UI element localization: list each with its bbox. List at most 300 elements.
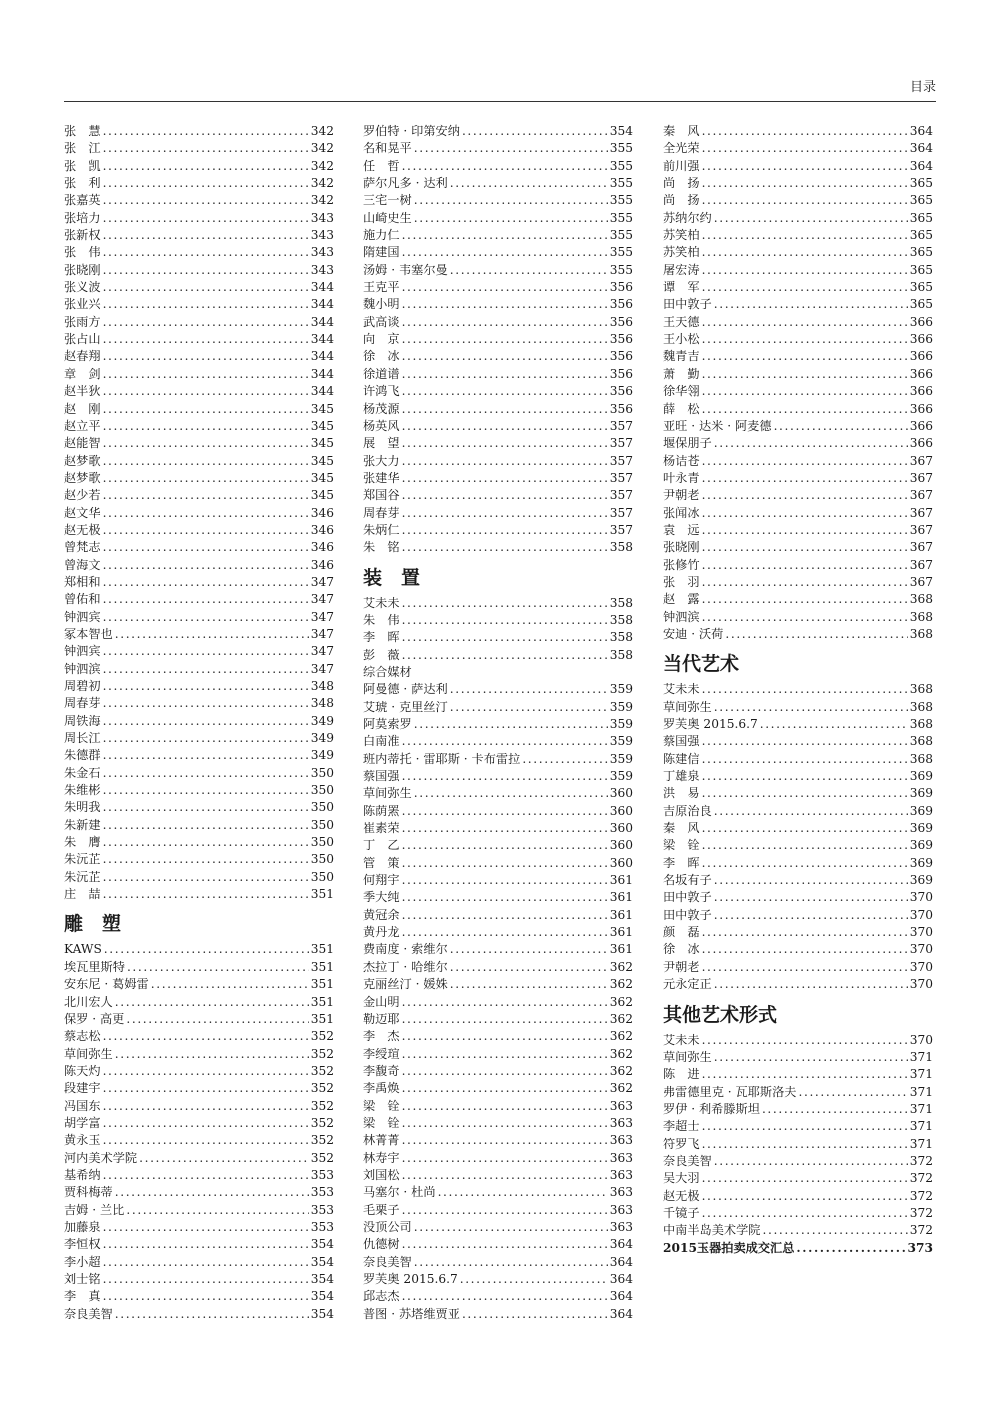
index-entry bbox=[663, 314, 933, 331]
entry-page-number: 364 bbox=[909, 124, 933, 138]
entry-page-number: 355 bbox=[609, 245, 633, 260]
dot-leader bbox=[702, 348, 908, 365]
dot-leader bbox=[714, 1049, 908, 1066]
entry-name: 张占山 bbox=[64, 332, 101, 347]
index-entry bbox=[64, 1063, 334, 1080]
index-entry bbox=[663, 941, 933, 958]
entry-name: 阿曼德 · 萨达利 bbox=[363, 682, 448, 697]
index-entry bbox=[663, 1032, 933, 1049]
entry-name: 张业兴 bbox=[64, 297, 101, 312]
dot-leader bbox=[714, 1153, 908, 1170]
index-entry bbox=[64, 366, 334, 383]
entry-page-number: 370 bbox=[909, 890, 933, 905]
entry-page-number: 357 bbox=[609, 418, 633, 433]
dot-leader bbox=[702, 158, 908, 175]
dot-leader bbox=[103, 765, 309, 782]
entry-page-number: 366 bbox=[909, 349, 933, 364]
entry-name: 秦 风 bbox=[663, 124, 700, 138]
index-entry bbox=[363, 192, 633, 209]
dot-leader bbox=[402, 383, 608, 400]
entry-name: 张 伟 bbox=[64, 245, 101, 260]
index-entry bbox=[363, 924, 633, 941]
entry-name: 张 凯 bbox=[64, 158, 101, 173]
entry-name: 马塞尔 · 杜尚 bbox=[363, 1185, 436, 1200]
entry-name: 张闻冰 bbox=[663, 505, 700, 520]
entry-name: 堰保朋子 bbox=[663, 436, 712, 451]
index-entry bbox=[363, 751, 633, 768]
dot-leader bbox=[702, 1118, 908, 1135]
dot-leader bbox=[103, 1098, 309, 1115]
entry-page-number: 363 bbox=[609, 1219, 633, 1234]
index-entry bbox=[363, 1028, 633, 1045]
index-entry bbox=[663, 1136, 933, 1153]
index-entry bbox=[363, 1254, 633, 1271]
dot-leader bbox=[103, 158, 309, 175]
entry-name: 杨诘苍 bbox=[663, 453, 700, 468]
entry-page-number: 360 bbox=[609, 786, 633, 801]
entry-page-number: 368 bbox=[909, 682, 933, 697]
entry-page-number: 351 bbox=[310, 887, 334, 902]
dot-leader bbox=[414, 210, 608, 227]
dot-leader bbox=[702, 820, 908, 837]
dot-leader bbox=[702, 123, 908, 140]
index-entry bbox=[363, 855, 633, 872]
dot-leader bbox=[702, 453, 908, 470]
entry-name: 郑相和 bbox=[64, 574, 101, 589]
entry-page-number: 370 bbox=[909, 907, 933, 922]
dot-leader bbox=[402, 1132, 608, 1149]
entry-page-number: 364 bbox=[909, 141, 933, 156]
dot-leader bbox=[702, 681, 908, 698]
entry-page-number: 351 bbox=[310, 959, 334, 974]
index-entry bbox=[663, 522, 933, 539]
index-entry bbox=[363, 140, 633, 157]
dot-leader bbox=[402, 158, 608, 175]
entry-name: 蔡志松 bbox=[64, 1029, 101, 1044]
index-entry bbox=[663, 803, 933, 820]
entry-page-number: 367 bbox=[909, 574, 933, 589]
dot-leader bbox=[714, 907, 908, 924]
entry-name: 赵立平 bbox=[64, 418, 101, 433]
dot-leader bbox=[702, 837, 908, 854]
dot-leader bbox=[450, 262, 608, 279]
entry-page-number: 344 bbox=[310, 366, 334, 381]
index-entry bbox=[64, 1219, 334, 1236]
dot-leader bbox=[103, 123, 309, 140]
index-entry bbox=[663, 768, 933, 785]
dot-leader bbox=[702, 539, 908, 556]
index-entry bbox=[64, 522, 334, 539]
entry-name: 徐华翎 bbox=[663, 384, 700, 399]
index-entry bbox=[363, 1167, 633, 1184]
dot-leader bbox=[103, 574, 309, 591]
entry-name: 千镜子 bbox=[663, 1205, 700, 1220]
entry-page-number: 355 bbox=[609, 210, 633, 225]
entry-name: 汤姆 · 韦塞尔曼 bbox=[363, 262, 448, 277]
index-entry bbox=[363, 1150, 633, 1167]
entry-page-number: 358 bbox=[609, 647, 633, 662]
dot-leader bbox=[103, 366, 309, 383]
entry-page-number: 350 bbox=[310, 835, 334, 850]
entry-name: 尚 扬 bbox=[663, 176, 700, 191]
index-entry bbox=[64, 834, 334, 851]
entry-page-number: 342 bbox=[310, 193, 334, 208]
entry-page-number: 362 bbox=[609, 959, 633, 974]
entry-name: 艾未未 bbox=[663, 682, 700, 697]
entry-page-number: 343 bbox=[310, 262, 334, 277]
entry-name: 艾琥 · 克里丝汀 bbox=[363, 699, 448, 714]
index-entry bbox=[663, 348, 933, 365]
entry-name: 萧 勤 bbox=[663, 366, 700, 381]
entry-name: 王天德 bbox=[663, 314, 700, 329]
entry-page-number: 365 bbox=[909, 228, 933, 243]
index-entry bbox=[363, 907, 633, 924]
dot-leader bbox=[402, 505, 608, 522]
dot-leader bbox=[103, 192, 309, 209]
index-entry bbox=[64, 609, 334, 626]
index-entry bbox=[663, 924, 933, 941]
index-entry bbox=[64, 765, 334, 782]
dot-leader bbox=[103, 1167, 309, 1184]
entry-name: 叶永青 bbox=[663, 470, 700, 485]
index-entry bbox=[64, 1011, 334, 1028]
index-entry bbox=[363, 681, 633, 698]
entry-page-number: 372 bbox=[909, 1205, 933, 1220]
entry-name: 张 慧 bbox=[64, 124, 101, 138]
dot-leader bbox=[103, 262, 309, 279]
dot-leader bbox=[103, 1115, 309, 1132]
entry-name: 刘国松 bbox=[363, 1167, 400, 1182]
entry-name: 山崎史生 bbox=[363, 210, 412, 225]
index-entry bbox=[363, 383, 633, 400]
entry-name: 彭 薇 bbox=[363, 647, 400, 662]
entry-page-number: 353 bbox=[310, 1167, 334, 1182]
entry-name: 朱金石 bbox=[64, 765, 101, 780]
entry-name: 张 江 bbox=[64, 141, 101, 156]
index-entry bbox=[363, 785, 633, 802]
entry-name: 张建华 bbox=[363, 470, 400, 485]
entry-name: 奈良美智 bbox=[363, 1254, 412, 1269]
dot-leader bbox=[402, 855, 608, 872]
dot-leader bbox=[103, 279, 309, 296]
dot-leader bbox=[402, 629, 608, 646]
entry-name: 赵文华 bbox=[64, 505, 101, 520]
index-entry bbox=[64, 175, 334, 192]
dot-leader bbox=[450, 941, 608, 958]
entry-page-number: 362 bbox=[609, 977, 633, 992]
entry-name: 草间弥生 bbox=[64, 1046, 113, 1061]
dot-leader bbox=[450, 959, 608, 976]
entry-page-number: 355 bbox=[609, 262, 633, 277]
entry-name: 赵少若 bbox=[64, 488, 101, 503]
index-entry bbox=[64, 1150, 334, 1167]
index-entry bbox=[663, 175, 933, 192]
dot-leader bbox=[702, 175, 908, 192]
entry-name: 赵梦歌 bbox=[64, 470, 101, 485]
dot-leader bbox=[402, 907, 608, 924]
entry-page-number: 358 bbox=[609, 630, 633, 645]
index-entry bbox=[64, 418, 334, 435]
index-entry bbox=[64, 1306, 334, 1323]
entry-name: 章 剑 bbox=[64, 366, 101, 381]
entry-page-number: 366 bbox=[909, 436, 933, 451]
entry-name: 尹朝老 bbox=[663, 959, 700, 974]
entry-name: 黄丹龙 bbox=[363, 925, 400, 940]
entry-name: KAWS bbox=[64, 942, 102, 957]
entry-page-number: 368 bbox=[909, 626, 933, 641]
dot-leader bbox=[760, 716, 908, 733]
entry-name: 许鸿飞 bbox=[363, 384, 400, 399]
index-entry bbox=[363, 872, 633, 889]
dot-leader bbox=[103, 678, 309, 695]
entry-page-number: 357 bbox=[609, 505, 633, 520]
entry-name: 普图 · 苏塔维贾亚 bbox=[363, 1306, 460, 1321]
index-entry bbox=[64, 210, 334, 227]
entry-page-number: 349 bbox=[310, 713, 334, 728]
entry-name: 赵无极 bbox=[64, 522, 101, 537]
entry-name: 加藤泉 bbox=[64, 1219, 101, 1234]
entry-name: 草间弥生 bbox=[663, 699, 712, 714]
index-entry bbox=[64, 643, 334, 660]
entry-page-number: 361 bbox=[609, 890, 633, 905]
index-entry bbox=[663, 244, 933, 261]
index-entry bbox=[663, 470, 933, 487]
index-entry bbox=[64, 1098, 334, 1115]
entry-name: 冯国东 bbox=[64, 1098, 101, 1113]
index-entry bbox=[663, 1240, 933, 1257]
dot-leader bbox=[115, 1046, 309, 1063]
entry-name: 周春芽 bbox=[64, 696, 101, 711]
dot-leader bbox=[103, 1288, 309, 1305]
dot-leader bbox=[402, 418, 608, 435]
index-entry bbox=[64, 994, 334, 1011]
entry-page-number: 362 bbox=[609, 1029, 633, 1044]
index-entry bbox=[64, 851, 334, 868]
dot-leader bbox=[103, 331, 309, 348]
entry-page-number: 345 bbox=[310, 470, 334, 485]
index-entry bbox=[64, 314, 334, 331]
index-entry bbox=[663, 591, 933, 608]
index-entry bbox=[64, 557, 334, 574]
entry-page-number: 370 bbox=[909, 942, 933, 957]
dot-leader bbox=[438, 1184, 608, 1201]
entry-page-number: 358 bbox=[609, 612, 633, 627]
entry-name: 袁 远 bbox=[663, 522, 700, 537]
entry-page-number: 372 bbox=[909, 1188, 933, 1203]
entry-name: 朱 膺 bbox=[64, 835, 101, 850]
entry-page-number: 372 bbox=[909, 1223, 933, 1238]
entry-name: 苏笑柏 bbox=[663, 245, 700, 260]
index-entry bbox=[363, 296, 633, 313]
entry-page-number: 364 bbox=[609, 1272, 633, 1286]
entry-page-number: 369 bbox=[909, 873, 933, 888]
index-entry bbox=[64, 574, 334, 591]
index-entry bbox=[363, 279, 633, 296]
index-entry bbox=[663, 1205, 933, 1222]
entry-page-number: 357 bbox=[609, 488, 633, 503]
entry-name: 田中敦子 bbox=[663, 907, 712, 922]
index-entry bbox=[363, 1219, 633, 1236]
entry-page-number: 367 bbox=[909, 557, 933, 572]
entry-page-number: 365 bbox=[909, 262, 933, 277]
dot-leader bbox=[103, 314, 309, 331]
dot-leader bbox=[103, 817, 309, 834]
entry-name: 任 哲 bbox=[363, 158, 400, 173]
entry-name: 罗芙奥 2015.6.7 bbox=[363, 1272, 458, 1286]
dot-leader bbox=[103, 435, 309, 452]
entry-page-number: 362 bbox=[609, 994, 633, 1009]
dot-leader bbox=[402, 227, 608, 244]
entry-name: 李禹焕 bbox=[363, 1081, 400, 1096]
dot-leader bbox=[402, 872, 608, 889]
entry-name: 朱炳仁 bbox=[363, 522, 400, 537]
dot-leader bbox=[402, 647, 608, 664]
index-entry bbox=[64, 296, 334, 313]
entry-name: 中南半岛美术学院 bbox=[663, 1223, 761, 1238]
entry-page-number: 355 bbox=[609, 193, 633, 208]
entry-page-number: 360 bbox=[609, 803, 633, 818]
entry-page-number: 356 bbox=[609, 280, 633, 295]
dot-leader bbox=[103, 1028, 309, 1045]
index-entry bbox=[663, 855, 933, 872]
entry-page-number: 370 bbox=[909, 959, 933, 974]
entry-name: 谭 军 bbox=[663, 280, 700, 295]
dot-leader bbox=[103, 799, 309, 816]
entry-name: 陈 进 bbox=[663, 1067, 700, 1082]
index-entry bbox=[64, 713, 334, 730]
entry-name: 张义波 bbox=[64, 280, 101, 295]
entry-page-number: 372 bbox=[909, 1171, 933, 1186]
dot-leader bbox=[103, 886, 309, 903]
entry-page-number: 367 bbox=[909, 505, 933, 520]
index-entry bbox=[663, 1222, 933, 1239]
index-entry bbox=[64, 539, 334, 556]
dot-leader bbox=[714, 210, 908, 227]
dot-leader bbox=[103, 695, 309, 712]
dot-leader bbox=[103, 1254, 309, 1271]
index-entry bbox=[64, 158, 334, 175]
entry-name: 名坂有子 bbox=[663, 873, 712, 888]
entry-name: 吉姆 · 兰比 bbox=[64, 1202, 125, 1217]
dot-leader bbox=[402, 401, 608, 418]
index-entry bbox=[363, 889, 633, 906]
entry-page-number: 362 bbox=[609, 1046, 633, 1061]
entry-page-number: 345 bbox=[310, 453, 334, 468]
dot-leader bbox=[702, 505, 908, 522]
entry-name: 钟泗滨 bbox=[663, 609, 700, 624]
dot-leader bbox=[103, 401, 309, 418]
entry-page-number: 345 bbox=[310, 418, 334, 433]
index-entry bbox=[663, 681, 933, 698]
dot-leader bbox=[402, 768, 608, 785]
dot-leader bbox=[402, 889, 608, 906]
dot-leader bbox=[402, 470, 608, 487]
entry-page-number: 351 bbox=[310, 942, 334, 957]
entry-name: 赵 露 bbox=[663, 592, 700, 607]
entry-page-number: 346 bbox=[310, 540, 334, 555]
entry-page-number: 364 bbox=[609, 1289, 633, 1304]
dot-leader bbox=[702, 855, 908, 872]
entry-name: 钟泗宾 bbox=[64, 644, 101, 659]
dot-leader bbox=[402, 733, 608, 750]
entry-name: 李超士 bbox=[663, 1119, 700, 1134]
entry-page-number: 372 bbox=[909, 1153, 933, 1168]
entry-name: 蔡国强 bbox=[663, 734, 700, 749]
index-entry bbox=[663, 907, 933, 924]
entry-page-number: 347 bbox=[310, 661, 334, 676]
dot-leader bbox=[402, 595, 608, 612]
index-entry bbox=[363, 453, 633, 470]
dot-leader bbox=[103, 1132, 309, 1149]
entry-page-number: 367 bbox=[909, 470, 933, 485]
index-entry bbox=[64, 227, 334, 244]
entry-page-number: 355 bbox=[609, 158, 633, 173]
dot-leader bbox=[402, 522, 608, 539]
dot-leader bbox=[702, 1066, 908, 1083]
entry-name: 武高谈 bbox=[363, 314, 400, 329]
dot-leader bbox=[103, 296, 309, 313]
dot-leader bbox=[104, 941, 309, 958]
dot-leader bbox=[702, 733, 908, 750]
entry-page-number: 367 bbox=[909, 488, 933, 503]
entry-page-number: 363 bbox=[609, 1185, 633, 1200]
entry-page-number: 352 bbox=[310, 1081, 334, 1096]
entry-name: 白南准 bbox=[363, 734, 400, 749]
dot-leader bbox=[115, 1184, 309, 1201]
dot-leader bbox=[402, 1098, 608, 1115]
entry-name: 田中敦子 bbox=[663, 297, 712, 312]
index-entry bbox=[64, 435, 334, 452]
entry-page-number: 352 bbox=[310, 1063, 334, 1078]
index-entry bbox=[663, 1049, 933, 1066]
index-entry bbox=[64, 886, 334, 903]
index-entry bbox=[363, 522, 633, 539]
entry-name: 前川强 bbox=[663, 158, 700, 173]
entry-page-number: 360 bbox=[609, 855, 633, 870]
entry-name: 魏青吉 bbox=[663, 349, 700, 364]
section-heading: 装 置 bbox=[363, 566, 421, 589]
index-entry bbox=[64, 626, 334, 643]
entry-name: 张 羽 bbox=[663, 574, 700, 589]
dot-leader bbox=[103, 1219, 309, 1236]
entry-name: 仇德树 bbox=[363, 1237, 400, 1252]
entry-name: 克丽丝汀 · 媛姝 bbox=[363, 977, 448, 992]
entry-page-number: 365 bbox=[909, 280, 933, 295]
entry-name: 张培力 bbox=[64, 210, 101, 225]
entry-name: 苏纳尔约 bbox=[663, 210, 712, 225]
entry-page-number: 362 bbox=[609, 1011, 633, 1026]
index-entry bbox=[663, 539, 933, 556]
dot-leader bbox=[702, 366, 908, 383]
dot-leader bbox=[103, 1271, 309, 1288]
entry-name: 2015玉器拍卖成交汇总 bbox=[663, 1240, 795, 1255]
entry-page-number: 367 bbox=[909, 540, 933, 555]
index-entry bbox=[663, 210, 933, 227]
index-entry bbox=[663, 820, 933, 837]
dot-leader bbox=[725, 626, 907, 643]
entry-name: 罗伊 · 利希滕斯坦 bbox=[663, 1101, 760, 1116]
entry-page-number: 354 bbox=[310, 1306, 334, 1321]
entry-page-number: 363 bbox=[609, 1167, 633, 1182]
index-entry bbox=[363, 595, 633, 612]
index-entry bbox=[363, 629, 633, 646]
entry-page-number: 361 bbox=[609, 925, 633, 940]
entry-page-number: 371 bbox=[909, 1136, 933, 1151]
page-header-title: 目录 bbox=[909, 80, 936, 95]
entry-page-number: 350 bbox=[310, 800, 334, 815]
entry-name: 隋建国 bbox=[363, 245, 400, 260]
entry-page-number: 342 bbox=[310, 176, 334, 191]
